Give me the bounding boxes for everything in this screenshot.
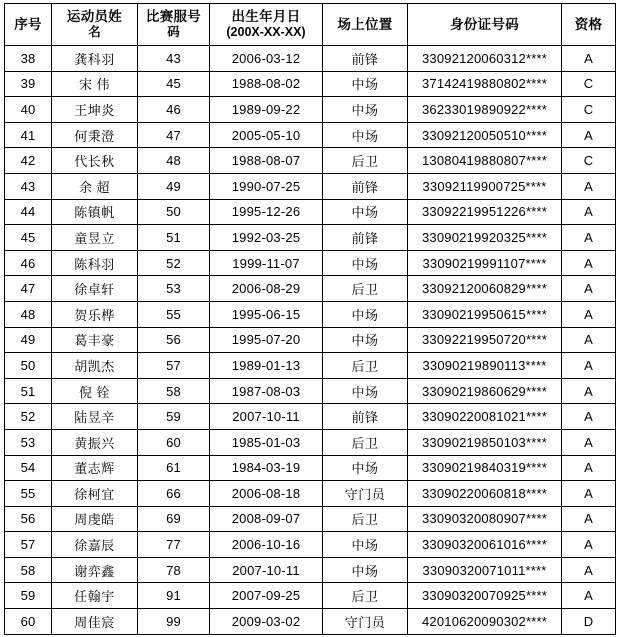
cell-name: 陈科羽 [52,250,138,276]
cell-position: 中场 [323,71,408,97]
table-row [5,276,616,302]
table-row [5,557,616,583]
cell-seq: 39 [5,71,52,97]
cell-birth: 1988-08-07 [210,148,323,174]
table-row [5,583,616,609]
cell-jersey: 57 [138,353,210,379]
cell-position: 后卫 [323,148,408,174]
cell-qual: C [562,97,616,123]
cell-birth: 2007-09-25 [210,583,323,609]
cell-birth: 2009-03-02 [210,609,323,635]
cell-seq: 55 [5,481,52,507]
cell-seq: 45 [5,225,52,251]
table-row [5,429,616,455]
cell-position: 前锋 [323,225,408,251]
cell-qual: A [562,301,616,327]
cell-qual: A [562,532,616,558]
cell-jersey: 49 [138,173,210,199]
cell-qual: A [562,378,616,404]
column-header-name [52,4,138,46]
cell-qual: A [562,173,616,199]
cell-jersey: 48 [138,148,210,174]
cell-position: 后卫 [323,353,408,379]
cell-jersey: 46 [138,97,210,123]
cell-seq: 60 [5,609,52,635]
cell-idcard: 33092120060312**** [408,46,562,72]
cell-name: 谢弈鑫 [52,557,138,583]
cell-position: 后卫 [323,583,408,609]
cell-jersey: 69 [138,506,210,532]
cell-idcard: 37142419880802**** [408,71,562,97]
cell-qual: A [562,250,616,276]
cell-name: 徐嘉辰 [52,532,138,558]
cell-name: 黄振兴 [52,429,138,455]
cell-birth: 1992-03-25 [210,225,323,251]
cell-seq: 46 [5,250,52,276]
column-header-position [323,4,408,46]
cell-seq: 56 [5,506,52,532]
column-header-jersey-line1: 比赛服号 [145,9,202,25]
table-row [5,327,616,353]
cell-qual: A [562,276,616,302]
table-row [5,250,616,276]
cell-birth: 1988-08-02 [210,71,323,97]
cell-birth: 1990-07-25 [210,173,323,199]
cell-position: 中场 [323,199,408,225]
cell-jersey: 91 [138,583,210,609]
table-row [5,301,616,327]
cell-idcard: 33090219860629**** [408,378,562,404]
cell-seq: 54 [5,455,52,481]
cell-idcard: 33090219840319**** [408,455,562,481]
cell-position: 中场 [323,301,408,327]
cell-qual: D [562,609,616,635]
table-row [5,199,616,225]
column-header-seq [5,4,52,46]
cell-idcard: 33090219890113**** [408,353,562,379]
cell-qual: C [562,71,616,97]
cell-idcard: 33092219950720**** [408,327,562,353]
cell-jersey: 77 [138,532,210,558]
cell-position: 前锋 [323,404,408,430]
cell-name: 代长秋 [52,148,138,174]
cell-idcard: 33090320080907**** [408,506,562,532]
cell-name: 宋 伟 [52,71,138,97]
cell-qual: A [562,557,616,583]
cell-birth: 1985-01-03 [210,429,323,455]
column-header-name-line1: 运动员姓 [66,9,123,25]
cell-birth: 1995-07-20 [210,327,323,353]
cell-name: 任翰宇 [52,583,138,609]
cell-birth: 1995-06-15 [210,301,323,327]
cell-jersey: 59 [138,404,210,430]
column-header-idcard-line1: 身份证号码 [450,16,519,32]
cell-position: 中场 [323,378,408,404]
cell-birth: 1995-12-26 [210,199,323,225]
cell-idcard: 33090219850103**** [408,429,562,455]
column-header-birth-line2: (200X-XX-XX) [226,25,306,40]
cell-name: 龚科羽 [52,46,138,72]
cell-seq: 44 [5,199,52,225]
cell-jersey: 43 [138,46,210,72]
cell-seq: 42 [5,148,52,174]
cell-seq: 41 [5,122,52,148]
cell-birth: 1989-09-22 [210,97,323,123]
cell-jersey: 47 [138,122,210,148]
cell-idcard: 33090320071011**** [408,557,562,583]
cell-seq: 47 [5,276,52,302]
cell-idcard: 42010620090302**** [408,609,562,635]
column-header-seq-line1: 序号 [14,16,42,32]
column-header-birth-line1: 出生年月日 [231,9,301,25]
cell-qual: A [562,225,616,251]
cell-birth: 2007-10-11 [210,404,323,430]
cell-jersey: 56 [138,327,210,353]
player-roster-table [4,3,616,635]
table-row [5,455,616,481]
cell-qual: A [562,583,616,609]
cell-seq: 51 [5,378,52,404]
cell-jersey: 58 [138,378,210,404]
cell-idcard: 33090320061016**** [408,532,562,558]
table-row [5,609,616,635]
cell-qual: A [562,327,616,353]
table-body [5,46,616,635]
cell-position: 中场 [323,532,408,558]
cell-birth: 2006-08-29 [210,276,323,302]
table-row [5,532,616,558]
cell-seq: 50 [5,353,52,379]
cell-position: 中场 [323,455,408,481]
column-header-idcard [408,4,562,46]
cell-birth: 1984-03-19 [210,455,323,481]
cell-birth: 2005-05-10 [210,122,323,148]
cell-idcard: 33092120050510**** [408,122,562,148]
cell-idcard: 33090219950615**** [408,301,562,327]
cell-jersey: 53 [138,276,210,302]
cell-seq: 49 [5,327,52,353]
cell-name: 周佳宸 [52,609,138,635]
table-row [5,404,616,430]
cell-name: 贺乐桦 [52,301,138,327]
cell-birth: 2006-08-18 [210,481,323,507]
cell-position: 后卫 [323,429,408,455]
cell-seq: 43 [5,173,52,199]
cell-name: 陆昱辛 [52,404,138,430]
cell-seq: 53 [5,429,52,455]
cell-jersey: 99 [138,609,210,635]
cell-idcard: 33092120060829**** [408,276,562,302]
cell-position: 中场 [323,557,408,583]
cell-position: 中场 [323,97,408,123]
cell-position: 前锋 [323,46,408,72]
cell-name: 徐卓轩 [52,276,138,302]
cell-qual: A [562,429,616,455]
column-header-name-line2: 名 [88,25,101,40]
cell-seq: 59 [5,583,52,609]
cell-qual: A [562,199,616,225]
table-header-row [5,4,616,46]
table-header [5,4,616,46]
column-header-jersey [138,4,210,46]
cell-idcard: 33092219951226**** [408,199,562,225]
cell-idcard: 33090220081021**** [408,404,562,430]
cell-idcard: 36233019890922**** [408,97,562,123]
cell-name: 葛丰豪 [52,327,138,353]
table-row [5,71,616,97]
cell-birth: 2007-10-11 [210,557,323,583]
cell-position: 后卫 [323,276,408,302]
cell-position: 后卫 [323,506,408,532]
table-row [5,46,616,72]
table-row [5,122,616,148]
cell-name: 陈镇帆 [52,199,138,225]
cell-position: 中场 [323,250,408,276]
table-row [5,481,616,507]
cell-qual: A [562,404,616,430]
cell-name: 胡凯杰 [52,353,138,379]
cell-name: 董志辉 [52,455,138,481]
table-row [5,97,616,123]
table-row [5,506,616,532]
column-header-position-line1: 场上位置 [337,16,393,32]
cell-birth: 2006-03-12 [210,46,323,72]
cell-jersey: 52 [138,250,210,276]
cell-idcard: 33092119900725**** [408,173,562,199]
cell-jersey: 61 [138,455,210,481]
table-row [5,173,616,199]
cell-name: 余 超 [52,173,138,199]
cell-position: 守门员 [323,481,408,507]
cell-idcard: 33090220060818**** [408,481,562,507]
cell-seq: 40 [5,97,52,123]
table-row [5,225,616,251]
cell-idcard: 13080419880807**** [408,148,562,174]
cell-qual: A [562,46,616,72]
table-row [5,353,616,379]
cell-position: 中场 [323,122,408,148]
cell-name: 倪 铨 [52,378,138,404]
cell-birth: 2006-10-16 [210,532,323,558]
cell-position: 守门员 [323,609,408,635]
cell-jersey: 55 [138,301,210,327]
cell-name: 何秉澄 [52,122,138,148]
cell-qual: A [562,481,616,507]
cell-position: 中场 [323,327,408,353]
cell-seq: 48 [5,301,52,327]
cell-seq: 58 [5,557,52,583]
cell-jersey: 50 [138,199,210,225]
column-header-birth [210,4,323,46]
cell-birth: 1987-08-03 [210,378,323,404]
column-header-qual [562,4,616,46]
cell-birth: 2008-09-07 [210,506,323,532]
cell-idcard: 33090219920325**** [408,225,562,251]
table-row [5,378,616,404]
cell-name: 王坤炎 [52,97,138,123]
cell-jersey: 45 [138,71,210,97]
cell-jersey: 51 [138,225,210,251]
cell-jersey: 78 [138,557,210,583]
cell-name: 童昱立 [52,225,138,251]
cell-qual: C [562,148,616,174]
cell-idcard: 33090320070925**** [408,583,562,609]
cell-position: 前锋 [323,173,408,199]
cell-qual: A [562,506,616,532]
cell-name: 徐柯宜 [52,481,138,507]
cell-qual: A [562,122,616,148]
column-header-qual-line1: 资格 [574,16,603,32]
cell-seq: 52 [5,404,52,430]
cell-name: 周虔皓 [52,506,138,532]
cell-qual: A [562,353,616,379]
cell-jersey: 66 [138,481,210,507]
cell-qual: A [562,455,616,481]
cell-birth: 1989-01-13 [210,353,323,379]
cell-seq: 57 [5,532,52,558]
cell-seq: 38 [5,46,52,72]
column-header-jersey-line2: 码 [167,25,180,40]
cell-birth: 1999-11-07 [210,250,323,276]
cell-idcard: 33090219991107**** [408,250,562,276]
table-row [5,148,616,174]
cell-jersey: 60 [138,429,210,455]
